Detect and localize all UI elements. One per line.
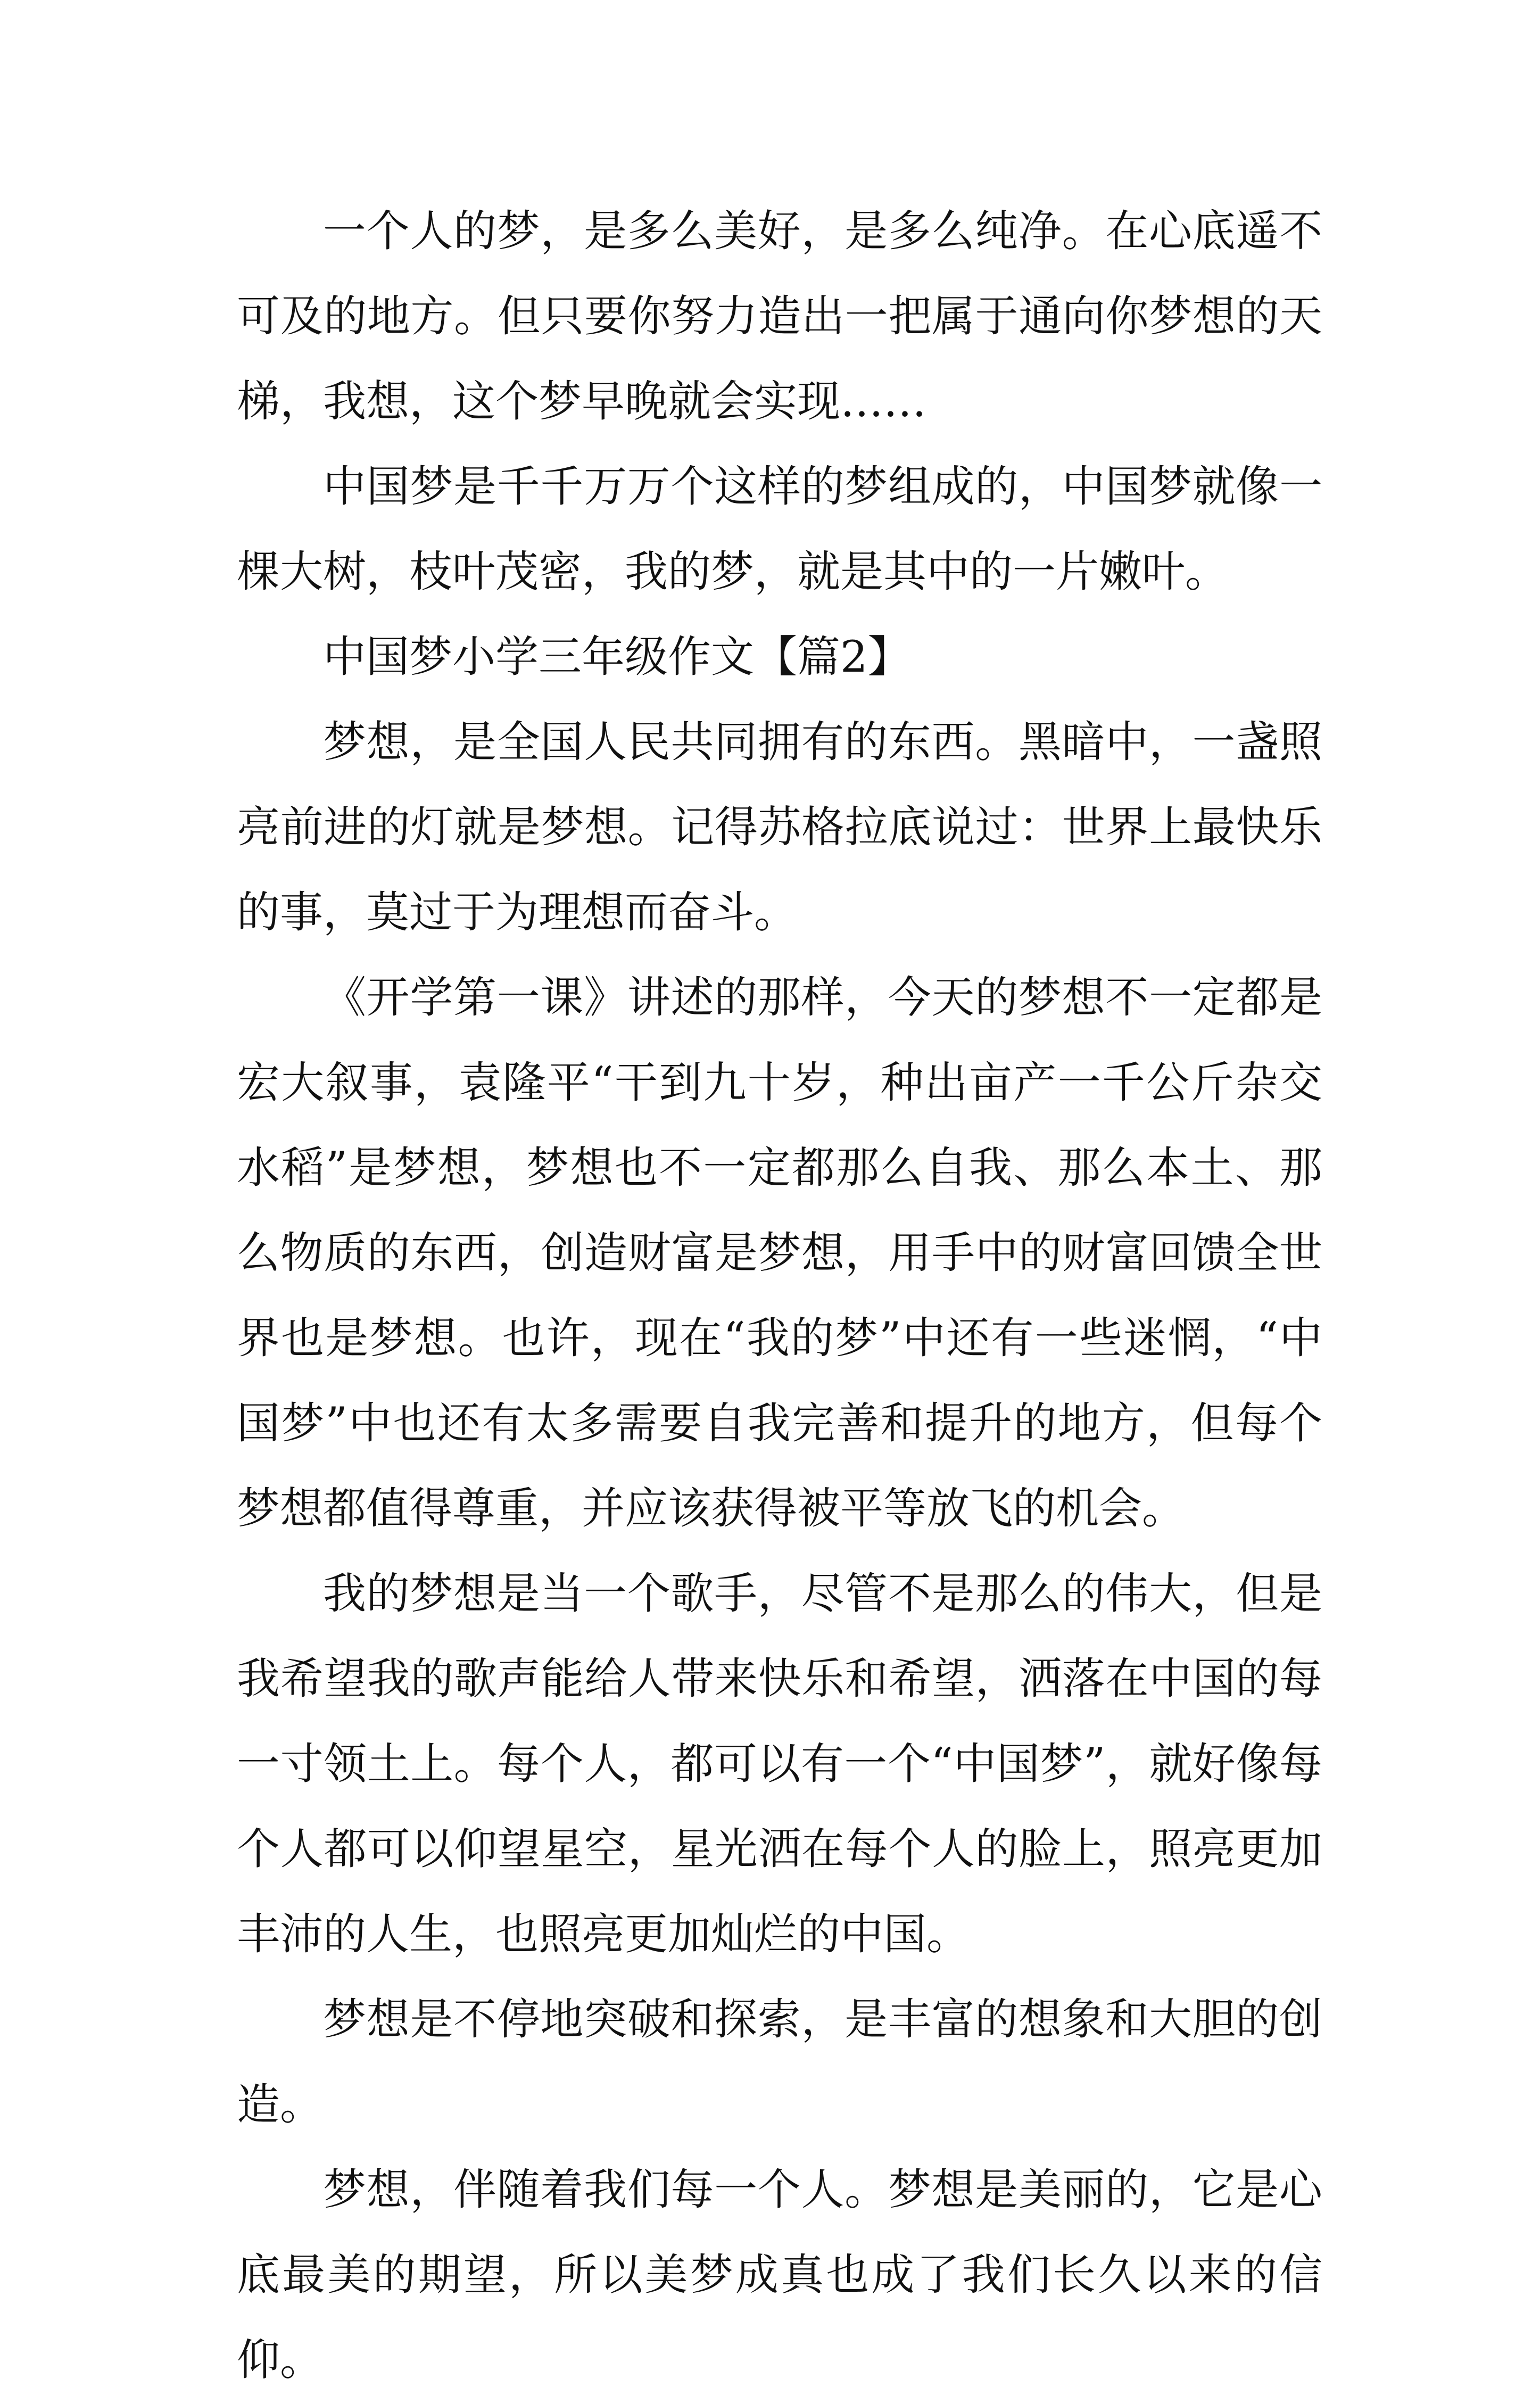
- paragraph-7: 梦想，伴随着我们每一个人。梦想是美丽的，它是心底最美的期望，所以美梦成真也成了我们长久以来的信仰。: [237, 2165, 1322, 2385]
- paragraph-5: 我的梦想是当一个歌手，尽管不是那么的伟大，但是我希望我的歌声能给人带来快乐和希望，洒落在中国的每一寸领土上。每个人，都可以有一个“中国梦”，就好像每个人都可以仰望星空，星光洒在每个人的脸上，照亮更加丰沛的人生，也照亮更加灿烂的中国。: [237, 1569, 1322, 1960]
- paragraph-3: 梦想，是全国人民共同拥有的东西。黑暗中，一盏照亮前进的灯就是梦想。记得苏格拉底说过：世界上最快乐的事，莫过于为理想而奋斗。: [237, 717, 1322, 938]
- section-heading: 中国梦小学三年级作文【篇2】: [323, 632, 911, 682]
- paragraph-6: 梦想是不停地突破和探索，是丰富的想象和大胆的创造。: [237, 1995, 1322, 2130]
- paragraph-4: 《开学第一课》讲述的那样，今天的梦想不一定都是宏大叙事，袁隆平“干到九十岁，种出亩产一千公斤杂交水稻”是梦想，梦想也不一定都那么自我、那么本土、那么物质的东西，创造财富是梦想，用手中的财富回馈全世界也是梦想。也许，现在“我的梦”中还有一些迷惘，“中国梦”中也还有太多需要自我完善和提升的地方，但每个梦想都值得尊重，并应该获得被平等放飞的机会。: [237, 973, 1322, 1534]
- paragraph-1: 一个人的梦，是多么美好，是多么纯净。在心底遥不可及的地方。但只要你努力造出一把属于通向你梦想的天梯，我想，这个梦早晚就会实现……: [237, 207, 1322, 427]
- document-body: [237, 189, 1322, 2403]
- paragraph-2: 中国梦是千千万万个这样的梦组成的，中国梦就像一棵大树，枝叶茂密，我的梦，就是其中的一片嫩叶。: [237, 462, 1322, 597]
